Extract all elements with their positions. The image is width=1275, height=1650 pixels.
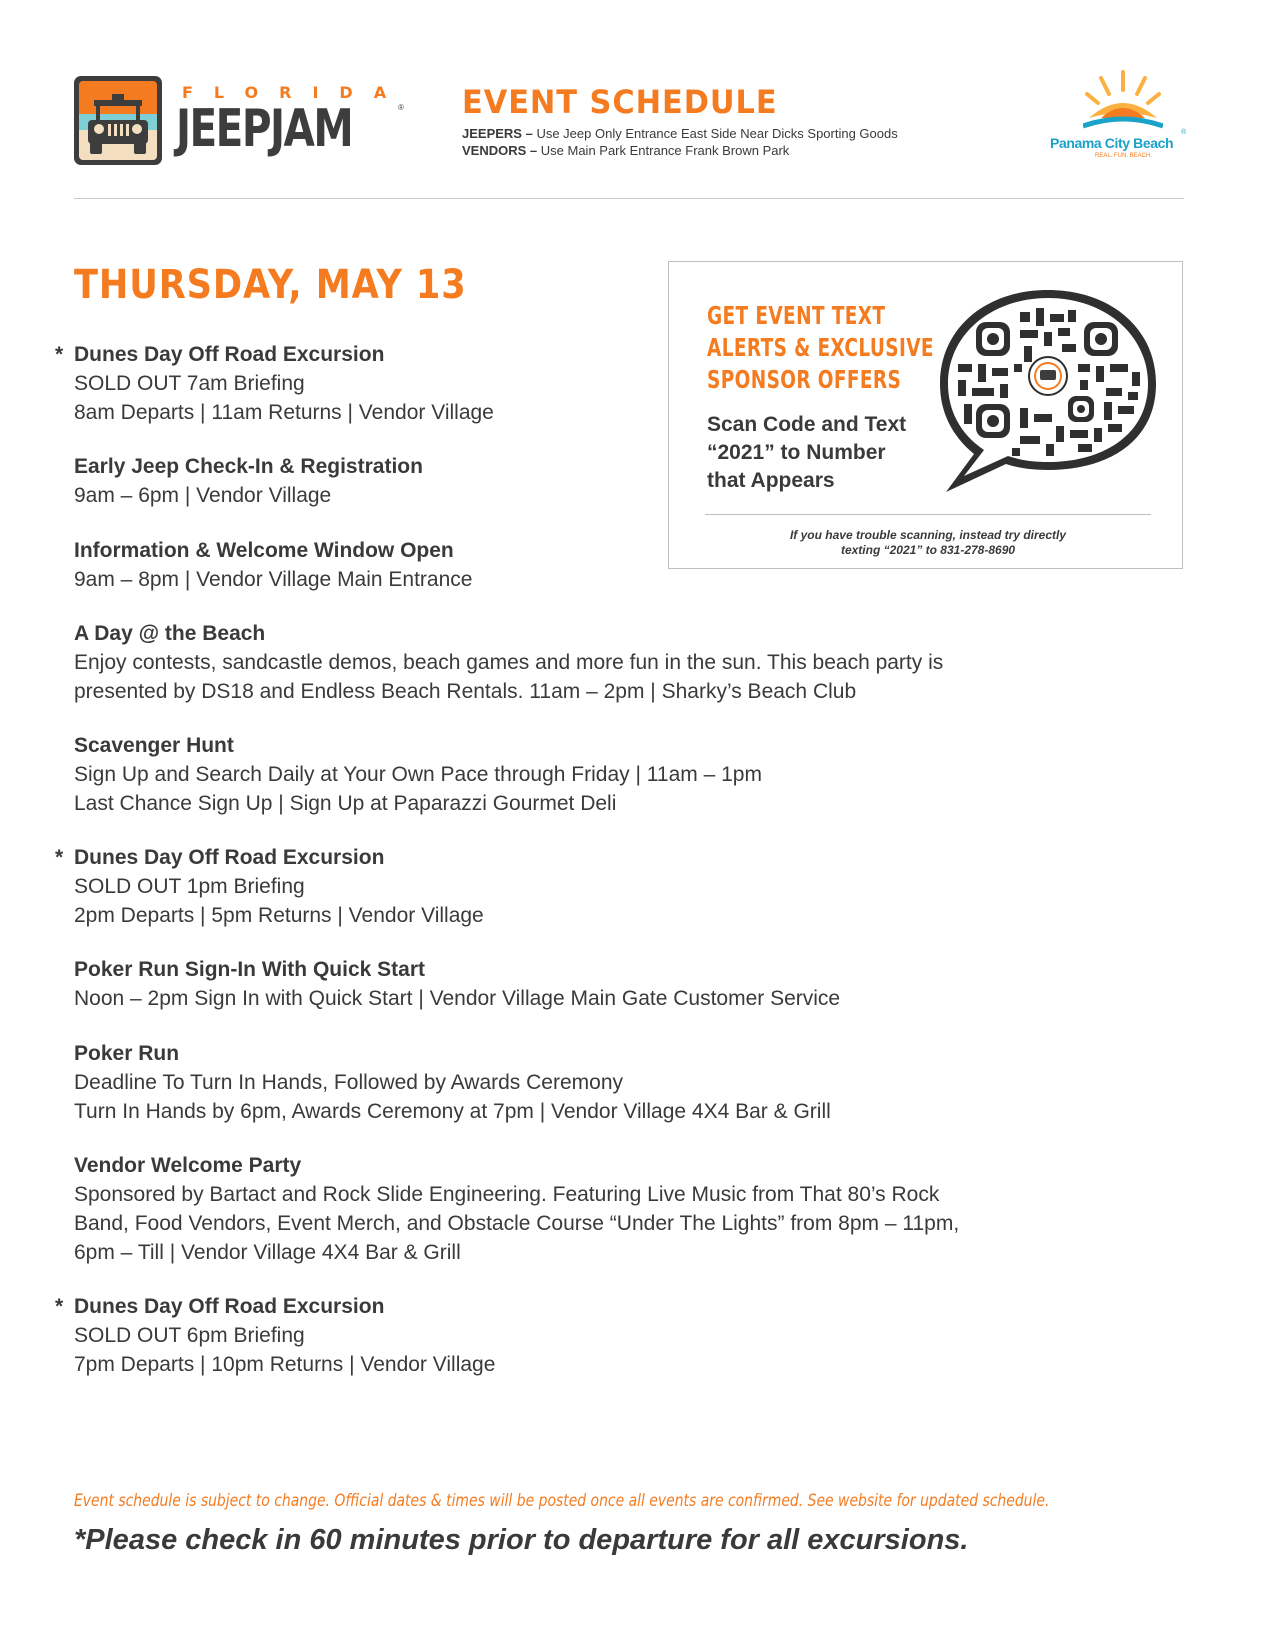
jeep-jam-logo-badge bbox=[74, 76, 162, 165]
event-detail: 6pm – Till | Vendor Village 4X4 Bar & Grill bbox=[74, 1241, 461, 1264]
event-title: Information & Welcome Window Open bbox=[74, 539, 454, 562]
event-detail: Noon – 2pm Sign In with Quick Start | Vendor Village Main Gate Customer Service bbox=[74, 987, 841, 1010]
event-item bbox=[74, 1039, 1054, 1126]
promo-footnote-line: texting “2021” to 831-278-8690 bbox=[840, 543, 1016, 557]
panama-city-beach-tagline: REAL. FUN. BEACH. bbox=[1095, 153, 1153, 159]
event-title: Dunes Day Off Road Excursion bbox=[74, 343, 385, 366]
promo-instruction-line: “2021” to Number bbox=[707, 441, 886, 464]
event-item bbox=[55, 843, 1054, 930]
event-title: Vendor Welcome Party bbox=[74, 1154, 302, 1177]
event-item bbox=[74, 731, 1054, 818]
event-detail: Enjoy contests, sandcastle demos, beach games and more fun in the sun. This beach party is bbox=[74, 651, 944, 674]
page-title: EVENT SCHEDULE bbox=[462, 83, 778, 121]
entrance-label: JEEPERS – bbox=[462, 126, 533, 141]
event-title: Poker Run bbox=[74, 1042, 180, 1065]
star-marker: * bbox=[55, 1295, 64, 1318]
promo-headline-line: GET EVENT TEXT bbox=[707, 301, 886, 330]
event-detail: 2pm Departs | 5pm Returns | Vendor Village bbox=[74, 904, 484, 927]
logo-jeepjam-text: JEEPJAM bbox=[176, 99, 353, 159]
sun-icon bbox=[1083, 68, 1163, 134]
jeep-icon bbox=[74, 76, 162, 165]
panama-city-beach-logo-text: Panama City Beach bbox=[1050, 135, 1174, 151]
event-detail: Sponsored by Bartact and Rock Slide Engineering. Featuring Live Music from That 80’s Rock bbox=[74, 1183, 940, 1206]
logo-florida-text: FLORIDA bbox=[182, 83, 408, 102]
event-detail: SOLD OUT 1pm Briefing bbox=[74, 875, 305, 898]
event-detail: SOLD OUT 7am Briefing bbox=[74, 372, 305, 395]
promo-headline bbox=[707, 300, 934, 396]
event-title: Dunes Day Off Road Excursion bbox=[74, 1295, 385, 1318]
promo-instruction-line: Scan Code and Text bbox=[707, 413, 907, 436]
entrance-note-vendors bbox=[462, 143, 789, 158]
event-item bbox=[74, 619, 1054, 706]
event-detail: 8am Departs | 11am Returns | Vendor Village bbox=[74, 401, 494, 424]
promo-headline-line: SPONSOR OFFERS bbox=[707, 365, 902, 394]
event-detail: 9am – 8pm | Vendor Village Main Entrance bbox=[74, 568, 473, 591]
check-in-note: *Please check in 60 minutes prior to departure for all excursions. bbox=[74, 1524, 969, 1556]
event-detail: 7pm Departs | 10pm Returns | Vendor Village bbox=[74, 1353, 496, 1376]
event-detail: Last Chance Sign Up | Sign Up at Paparazzi Gourmet Deli bbox=[74, 792, 617, 815]
header-divider bbox=[74, 198, 1184, 199]
promo-footnote-line: If you have trouble scanning, instead try directly bbox=[789, 528, 1067, 542]
event-detail: presented by DS18 and Endless Beach Rentals. 11am – 2pm | Sharky’s Beach Club bbox=[74, 680, 857, 703]
event-item bbox=[55, 1292, 1054, 1379]
entrance-label: VENDORS – bbox=[462, 143, 538, 158]
event-detail: Band, Food Vendors, Event Merch, and Obstacle Course “Under The Lights” from 8pm – 11pm, bbox=[74, 1212, 960, 1235]
event-title: Poker Run Sign-In With Quick Start bbox=[74, 958, 426, 981]
star-marker: * bbox=[55, 846, 64, 869]
star-marker: * bbox=[55, 343, 64, 366]
entrance-text: Use Jeep Only Entrance East Side Near Dicks Sporting Goods bbox=[536, 126, 898, 141]
schedule-disclaimer: Event schedule is subject to change. Official dates & times will be posted once all events are confirmed. See website for updated schedule. bbox=[74, 1491, 1050, 1511]
promo-headline-line: ALERTS & EXCLUSIVE bbox=[707, 333, 934, 362]
event-title: Dunes Day Off Road Excursion bbox=[74, 846, 385, 869]
event-title: A Day @ the Beach bbox=[74, 622, 266, 645]
event-item bbox=[74, 1151, 1054, 1267]
promo-footnote bbox=[705, 528, 1151, 558]
entrance-note-jeepers bbox=[462, 126, 898, 141]
event-title: Scavenger Hunt bbox=[74, 734, 234, 757]
event-item bbox=[74, 955, 1054, 1013]
promo-instruction-line: that Appears bbox=[707, 469, 835, 492]
event-detail: Deadline To Turn In Hands, Followed by Awards Ceremony bbox=[74, 1071, 624, 1094]
pcb-registered-mark: ® bbox=[1181, 129, 1187, 136]
text-alert-promo-box bbox=[668, 261, 1183, 569]
event-detail: Sign Up and Search Daily at Your Own Pace through Friday | 11am – 1pm bbox=[74, 763, 762, 786]
event-detail: 9am – 6pm | Vendor Village bbox=[74, 484, 332, 507]
event-detail: Turn In Hands by 6pm, Awards Ceremony at 7pm | Vendor Village 4X4 Bar & Grill bbox=[74, 1100, 831, 1123]
qr-code-speech-bubble-icon[interactable] bbox=[928, 284, 1168, 494]
day-heading: THURSDAY, MAY 13 bbox=[74, 262, 467, 308]
logo-registered-mark: ® bbox=[398, 103, 404, 112]
event-detail: SOLD OUT 6pm Briefing bbox=[74, 1324, 305, 1347]
promo-instruction bbox=[707, 411, 947, 495]
entrance-text: Use Main Park Entrance Frank Brown Park bbox=[540, 143, 790, 158]
event-title: Early Jeep Check-In & Registration bbox=[74, 455, 423, 478]
promo-divider bbox=[705, 514, 1151, 515]
